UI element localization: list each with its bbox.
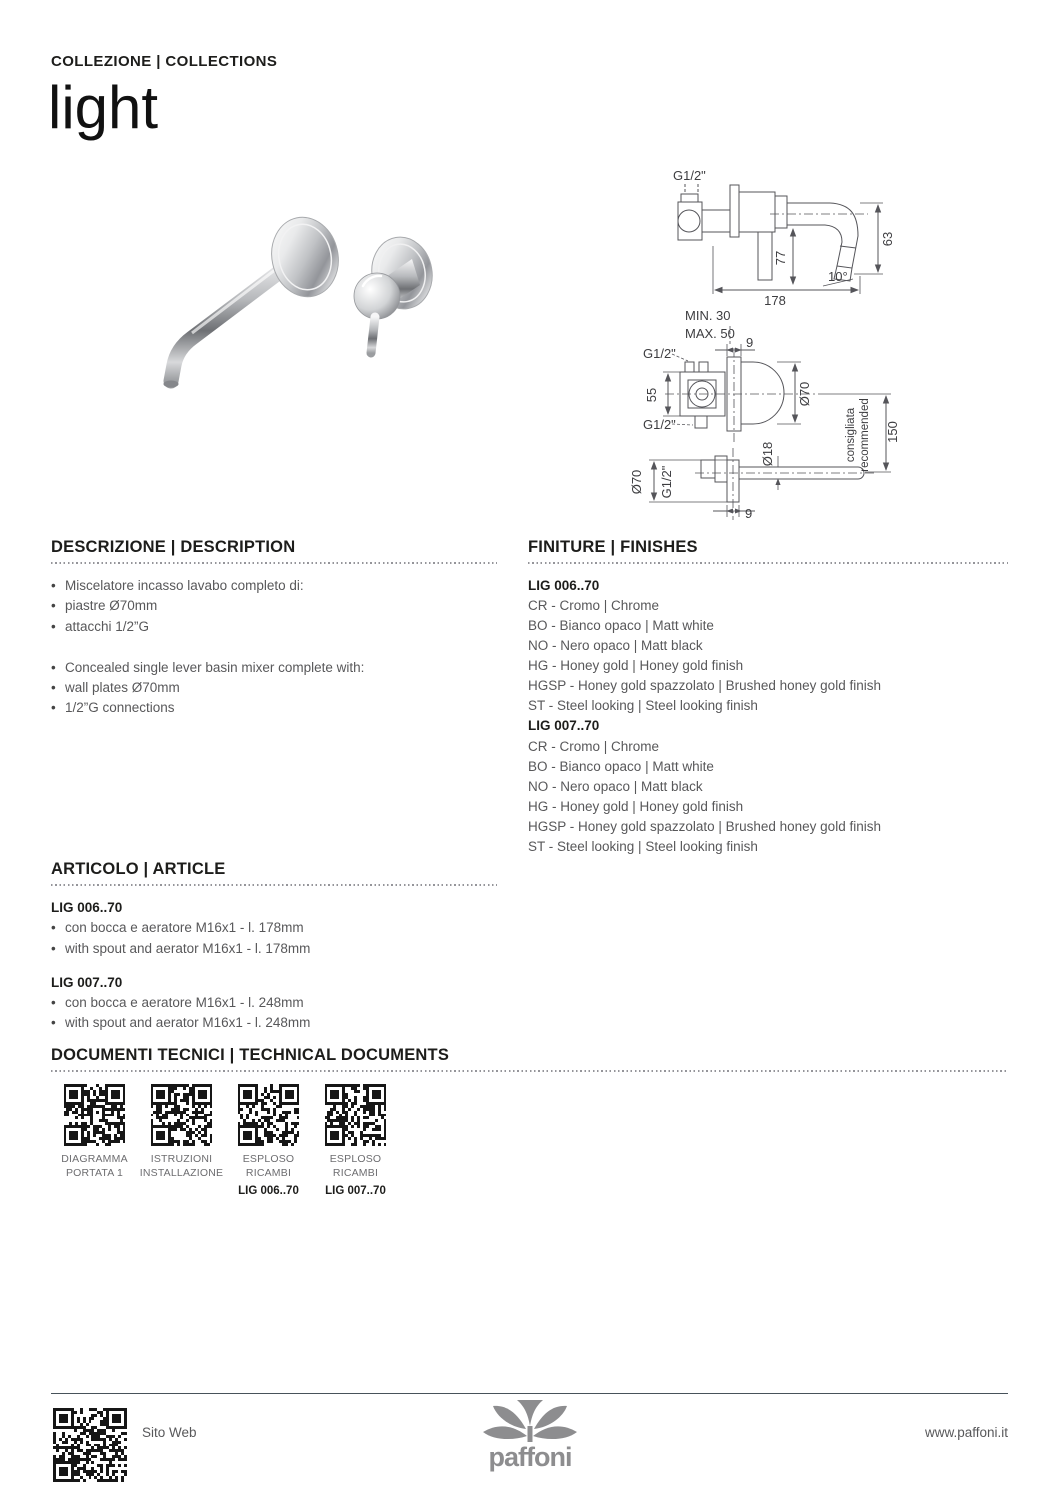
finish-option: CR - Cromo | Chrome (528, 738, 660, 754)
dim-label: 55 (644, 387, 659, 403)
drawing-labels (629, 168, 900, 521)
list-item: • with spout and aerator M16x1 - l. 248mm (51, 1013, 497, 1033)
logo-leaf-right (534, 1406, 567, 1429)
finish-option: HG - Honey gold | Honey gold finish (528, 658, 744, 674)
finish-option: HGSP - Honey gold spazzolato | Brushed honey gold finish (528, 678, 881, 694)
dim-label: Ø70 (629, 469, 644, 495)
document-item: ESPLOSO RICAMBI LIG 007..70 (312, 1084, 399, 1197)
dim-label: MAX. 50 (685, 326, 735, 341)
list-item: • con bocca e aeratore M16x1 - l. 178mm (51, 918, 497, 938)
finish-option: HG - Honey gold | Honey gold finish (528, 798, 744, 814)
bullet: • (51, 680, 56, 696)
bullet: • (51, 700, 56, 716)
finish-option: HGSP - Honey gold spazzolato | Brushed honey gold finish (528, 818, 881, 834)
bullet: • (51, 995, 56, 1011)
document-item: DIAGRAMMA PORTATA 1 (51, 1084, 138, 1197)
dim-label: recommended (859, 398, 871, 472)
article-code: LIG 006..70 (51, 900, 123, 915)
section-title: ARTICOLO | ARTICLE (51, 860, 226, 878)
list-item: • piastre Ø70mm (51, 596, 497, 616)
dim-label: consigliata (845, 407, 857, 463)
finishes-section (528, 538, 1008, 857)
paffoni-logo (479, 1396, 581, 1476)
dim-label: 10° (828, 269, 848, 284)
list-item: • wall plates Ø70mm (51, 678, 497, 698)
logo-leaf-left (493, 1406, 526, 1429)
finish-option: NO - Nero opaco | Matt black (528, 638, 703, 654)
bullet: • (51, 920, 56, 936)
list-item: • Concealed single lever basin mixer complete with: (51, 658, 497, 678)
document-item: ISTRUZIONI INSTALLAZIONE (138, 1084, 225, 1197)
finish-option: ST - Steel looking | Steel looking finish (528, 698, 758, 714)
section-title: DESCRIZIONE | DESCRIPTION (51, 538, 296, 556)
collection-label: COLLEZIONE | COLLECTIONS (51, 53, 278, 70)
list-item: • 1/2”G connections (51, 698, 497, 718)
dotted-divider (528, 562, 1008, 565)
section-title: DOCUMENTI TECNICI | TECHNICAL DOCUMENTS (51, 1046, 450, 1064)
qr-code-esploso-ricambi-lig006 (238, 1084, 300, 1146)
article-section (51, 860, 497, 1034)
dim-label: G1/2" (673, 168, 706, 183)
qr-code-sito-web (53, 1408, 127, 1482)
sito-web-label: Sito Web (142, 1425, 197, 1440)
bullet: • (51, 618, 56, 634)
bullet: • (51, 659, 56, 675)
dim-label: 63 (880, 231, 895, 247)
document-item: ESPLOSO RICAMBI LIG 006..70 (225, 1084, 312, 1197)
dim-label: G1/2" (643, 417, 676, 432)
dim-label: 178 (764, 293, 786, 308)
technical-drawing (625, 148, 925, 533)
drawing-spout-side-view (678, 184, 883, 294)
qr-code-esploso-ricambi-lig007 (325, 1084, 387, 1146)
dim-label: Ø18 (760, 441, 775, 467)
logo-leaf-left-low (483, 1426, 527, 1439)
bullet: • (51, 598, 56, 614)
dim-label: 9 (746, 335, 754, 350)
bullet: • (51, 578, 56, 593)
article-code: LIG 006..70 (528, 578, 600, 593)
spout-assembly (164, 211, 346, 387)
footer-divider (51, 1393, 1008, 1394)
finish-option: NO - Nero opaco | Matt black (528, 778, 703, 794)
website-link[interactable]: www.paffoni.it (924, 1425, 1008, 1440)
dotted-divider (51, 884, 497, 887)
list-item: • con bocca e aeratore M16x1 - l. 248mm (51, 993, 497, 1013)
list-item: • with spout and aerator M16x1 - l. 178mm (51, 939, 497, 959)
list-item: • Miscelatore incasso lavabo completo di: (51, 576, 497, 596)
dotted-divider (51, 1070, 1008, 1073)
description-list-en (51, 658, 497, 719)
dim-label: 77 (773, 250, 788, 266)
page-title: light (48, 74, 159, 141)
finish-option: ST - Steel looking | Steel looking finish (528, 838, 758, 854)
section-title: FINITURE | FINISHES (528, 538, 698, 556)
handle-assembly (354, 232, 438, 353)
bullet: • (51, 1015, 56, 1031)
article-code: LIG 007..70 (528, 718, 600, 734)
dim-label: 150 (885, 421, 900, 443)
dim-label: G1/2" (643, 346, 676, 361)
finish-option: BO - Bianco opaco | Matt white (528, 758, 714, 774)
dotted-divider (51, 562, 497, 565)
dim-label: G1/2" (659, 465, 674, 499)
list-item: • attacchi 1/2”G (51, 617, 497, 637)
dim-label: 9 (745, 506, 753, 521)
dim-label: Ø70 (797, 381, 812, 407)
article-code: LIG 007..70 (51, 974, 123, 990)
documents-section (51, 1046, 1008, 1197)
product-photo (130, 195, 460, 395)
logo-wordmark: paffoni (488, 1442, 572, 1472)
logo-leaf-right-low (533, 1426, 577, 1439)
bullet: • (51, 940, 56, 956)
dim-label: MIN. 30 (685, 308, 731, 323)
finish-option: CR - Cromo | Chrome (528, 598, 660, 614)
description-section (51, 538, 497, 719)
description-list-it (51, 576, 497, 637)
finish-option: BO - Bianco opaco | Matt white (528, 618, 714, 634)
qr-code-diagramma-portata (64, 1084, 126, 1146)
qr-code-istruzioni-installazione (151, 1084, 213, 1146)
documents-row (51, 1084, 1008, 1197)
